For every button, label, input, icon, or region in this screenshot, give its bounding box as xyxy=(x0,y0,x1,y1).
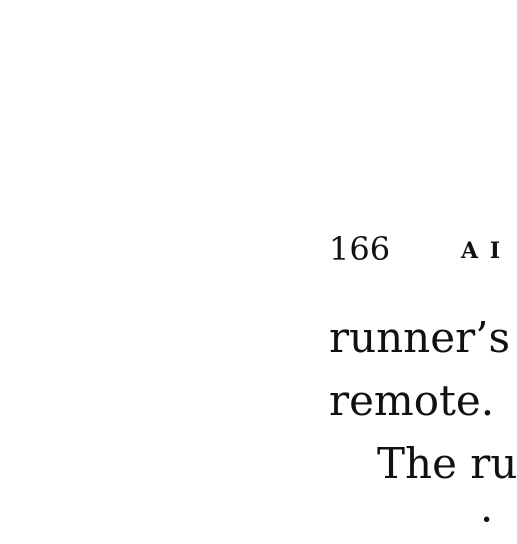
page-number: 166 xyxy=(329,230,391,268)
body-text-line: · xyxy=(480,495,494,544)
body-text-line: The ru xyxy=(377,439,517,488)
body-text-line: remote. xyxy=(329,376,495,425)
body-text-line: runner’s xyxy=(329,313,511,362)
running-head: A I xyxy=(461,238,503,264)
